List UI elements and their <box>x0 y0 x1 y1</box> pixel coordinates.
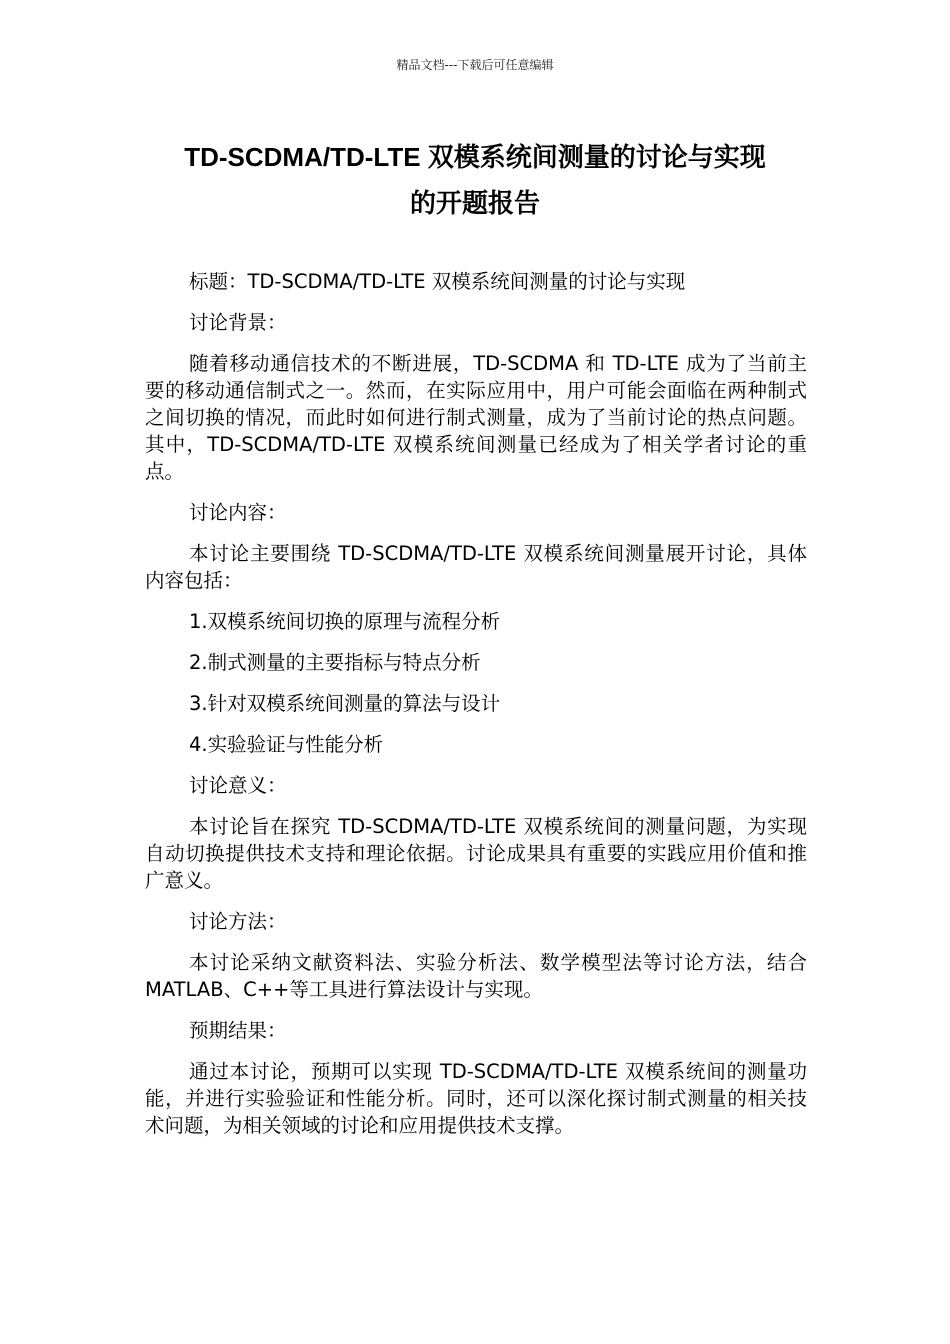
background-paragraph: 随着移动通信技术的不断进展，TD-SCDMA 和 TD-LTE 成为了当前主要的移动通信制式之一。然而，在实际应用中，用户可能会面临在两种制式之间切换的情况，而此时如何进行制式测量，成为了当前讨论的热点问题。其中，TD-SCDMA/TD-LTE 双模系统间测量已经成为了相关学者讨论的重点。 <box>145 352 807 483</box>
section-heading-significance: 讨论意义： <box>189 774 287 797</box>
title-line-1: TD-SCDMA/TD-LTE 双模系统间测量的讨论与实现 <box>184 142 766 172</box>
content-item-4: 4.实验验证与性能分析 <box>189 733 384 756</box>
content-item-1: 1.双模系统间切换的原理与流程分析 <box>189 610 501 633</box>
title-line-2: 的开题报告 <box>409 188 540 218</box>
content-intro-paragraph: 本讨论主要围绕 TD-SCDMA/TD-LTE 双模系统间测量展开讨论，具体内容包括： <box>145 542 807 592</box>
content-item-3: 3.针对双模系统间测量的算法与设计 <box>189 692 501 715</box>
section-heading-content: 讨论内容： <box>189 501 287 524</box>
section-heading-background: 讨论背景： <box>189 311 287 334</box>
section-heading-expected-results: 预期结果： <box>189 1019 287 1042</box>
subject-line: 标题：TD-SCDMA/TD-LTE 双模系统间测量的讨论与实现 <box>189 270 686 293</box>
expected-results-paragraph: 通过本讨论，预期可以实现 TD-SCDMA/TD-LTE 双模系统间的测量功能，并进行实验验证和性能分析。同时，还可以深化探讨制式测量的相关技术问题，为相关领域的讨论和应用提供技术支撑。 <box>145 1060 807 1137</box>
section-heading-method: 讨论方法： <box>189 910 287 933</box>
method-paragraph: 本讨论采纳文献资料法、实验分析法、数学模型法等讨论方法，结合 MATLAB、C++等工具进行算法设计与实现。 <box>145 951 807 1001</box>
document-title <box>120 134 830 226</box>
document-body <box>145 268 807 1153</box>
header-note: 精品文档---下载后可任意编辑 <box>396 58 554 72</box>
content-item-2: 2.制式测量的主要指标与特点分析 <box>189 651 481 674</box>
significance-paragraph: 本讨论旨在探究 TD-SCDMA/TD-LTE 双模系统间的测量问题，为实现自动切换提供技术支持和理论依据。讨论成果具有重要的实践应用价值和推广意义。 <box>145 815 807 892</box>
